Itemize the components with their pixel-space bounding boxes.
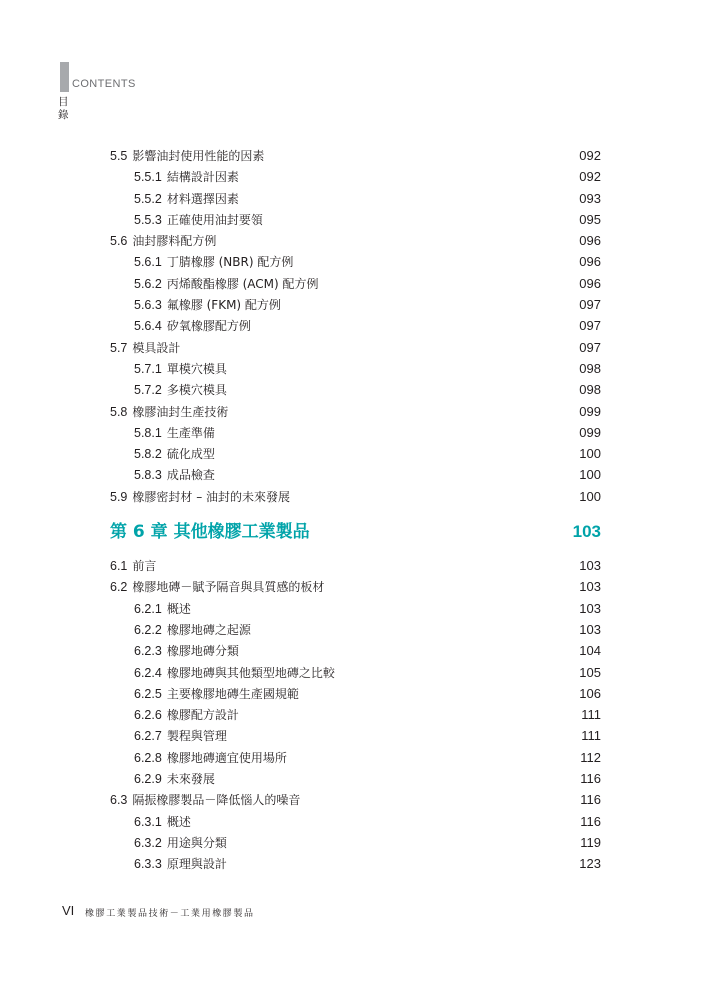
toc-entry-number: 6.2.2	[134, 622, 162, 637]
toc-entry-title: 橡膠油封生產技術	[132, 404, 229, 419]
toc-entry-number: 6.2.9	[134, 772, 162, 787]
toc-entry-title: 結構設計因素	[166, 170, 239, 185]
toc-entry-title: 橡膠地磚之起源	[166, 622, 251, 637]
toc-entry-title: 成品檢查	[166, 468, 215, 483]
toc-entry-page-number: 096	[579, 233, 601, 249]
toc-entry[interactable]	[110, 337, 601, 358]
toc-entry-title: 隔振橡膠製品－降低惱人的噪音	[132, 793, 301, 808]
toc-entry[interactable]	[110, 166, 601, 187]
toc-entry[interactable]	[110, 294, 601, 315]
toc-entry-title: 原理與設計	[166, 857, 227, 872]
toc-entry-title: 多模穴模具	[166, 383, 227, 398]
toc-entry-page-number: 111	[581, 728, 601, 744]
toc-entry[interactable]	[110, 315, 601, 336]
toc-entry[interactable]	[110, 811, 601, 832]
toc-entry-number: 5.6.4	[134, 319, 162, 334]
toc-entry-title: 概述	[166, 601, 191, 616]
toc-entry[interactable]	[110, 768, 601, 789]
toc-entry[interactable]	[110, 747, 601, 768]
toc-entry-number: 5.7	[110, 340, 128, 355]
toc-entry-title: 橡膠密封材 – 油封的未來發展	[132, 489, 291, 504]
toc-entry-title: 橡膠地磚－賦予隔音與具質感的板材	[132, 580, 325, 595]
toc-entry[interactable]	[110, 251, 601, 272]
toc-entry[interactable]	[110, 832, 601, 853]
toc-entry[interactable]	[110, 401, 601, 422]
toc-entry[interactable]	[110, 443, 601, 464]
toc-entry-number: 6.2	[110, 580, 128, 595]
toc-entry-number: 5.7.2	[134, 383, 162, 398]
toc-entry-number: 5.5.1	[134, 170, 162, 185]
toc-entry-page-number: 116	[580, 792, 601, 808]
toc-entry[interactable]	[110, 230, 601, 251]
toc-entry[interactable]	[110, 145, 601, 166]
toc-entry-number: 5.8.1	[134, 425, 162, 440]
toc-entry-page-number: 106	[579, 685, 601, 701]
toc-entry-title: 矽氧橡膠配方例	[166, 319, 251, 334]
toc-entry-title: 橡膠地磚分類	[166, 644, 239, 659]
toc-entry[interactable]	[110, 486, 601, 507]
header-vertical-label	[58, 96, 70, 122]
toc-entry-number: 5.8.2	[134, 447, 162, 462]
toc-entry-title: 橡膠地磚與其他類型地磚之比較	[166, 665, 335, 680]
toc-entry-page-number: 097	[579, 339, 601, 355]
toc-entry-number: 5.5.3	[134, 212, 162, 227]
toc-entry[interactable]	[110, 662, 601, 683]
toc-entry-number: 5.6.1	[134, 255, 162, 270]
toc-entry-page-number: 093	[579, 190, 601, 206]
toc-entry-title: 橡膠配方設計	[166, 708, 239, 723]
toc-entry-page-number: 092	[579, 169, 601, 185]
toc-entry-page-number: 105	[579, 664, 601, 680]
toc-entry[interactable]	[110, 619, 601, 640]
toc-entry-page-number: 116	[580, 771, 601, 787]
toc-entry-number: 5.9	[110, 489, 128, 504]
toc-entry-title: 用途與分類	[166, 835, 227, 850]
toc-entry-page-number: 097	[579, 297, 601, 313]
toc-entry[interactable]	[110, 853, 601, 874]
chapter-page-number: 103	[572, 522, 601, 542]
toc-entry-number: 5.6.3	[134, 298, 162, 313]
toc-entry-page-number: 104	[579, 643, 601, 659]
toc-entry[interactable]	[110, 640, 601, 661]
toc-section-chapter-5	[110, 145, 601, 507]
toc-entry-page-number: 092	[579, 148, 601, 163]
toc-entry[interactable]	[110, 422, 601, 443]
toc-entry-title: 製程與管理	[166, 729, 227, 744]
toc-entry[interactable]	[110, 188, 601, 209]
toc-section-chapter-6	[110, 555, 601, 874]
toc-entry-page-number: 095	[579, 211, 601, 227]
toc-entry[interactable]	[110, 683, 601, 704]
toc-entry[interactable]	[110, 598, 601, 619]
toc-entry-page-number: 099	[579, 424, 601, 440]
toc-entry-page-number: 100	[579, 488, 601, 504]
toc-entry-number: 5.6	[110, 234, 128, 249]
toc-entry-title: 影響油封使用性能的因素	[132, 149, 265, 163]
toc-entry[interactable]	[110, 704, 601, 725]
toc-entry-number: 6.2.6	[134, 708, 162, 723]
toc-entry-number: 6.3.3	[134, 857, 162, 872]
toc-entry-page-number: 116	[580, 813, 601, 829]
running-footer-title: 橡膠工業製品技術－工業用橡膠製品	[85, 909, 255, 919]
toc-entry-number: 5.8	[110, 404, 128, 419]
toc-entry-number: 6.3.1	[134, 814, 162, 829]
toc-entry-page-number: 103	[579, 621, 601, 637]
toc-entry-number: 6.1	[110, 559, 128, 574]
toc-entry-title: 前言	[132, 559, 157, 574]
toc-entry-page-number: 123	[579, 856, 601, 872]
toc-entry-page-number: 098	[579, 382, 601, 398]
toc-entry[interactable]	[110, 576, 601, 597]
toc-entry[interactable]	[110, 379, 601, 400]
toc-entry-title: 單模穴模具	[166, 361, 227, 376]
toc-entry-number: 6.2.3	[134, 644, 162, 659]
toc-entry-number: 5.5	[110, 149, 128, 163]
toc-entry-page-number: 099	[579, 403, 601, 419]
header-title: CONTENTS	[72, 78, 136, 90]
toc-entry-title: 生產準備	[166, 425, 215, 440]
toc-entry-page-number: 096	[579, 254, 601, 270]
toc-entry-page-number: 112	[580, 749, 601, 765]
toc-entry-title: 丁腈橡膠 (NBR) 配方例	[166, 255, 294, 270]
toc-entry[interactable]	[110, 358, 601, 379]
toc-entry-number: 6.3	[110, 793, 128, 808]
toc-entry-page-number: 103	[579, 558, 601, 574]
header-vertical-char: 錄	[58, 109, 69, 121]
toc-entry-page-number: 096	[579, 275, 601, 291]
header-accent-bar	[60, 62, 69, 92]
page-folio: VI	[62, 903, 75, 918]
toc-entry-title: 油封膠料配方例	[132, 234, 217, 249]
toc-entry-page-number: 103	[579, 579, 601, 595]
header-vertical-char: 目	[58, 96, 69, 108]
chapter-heading[interactable]	[110, 515, 601, 549]
toc-entry-number: 6.2.4	[134, 665, 162, 680]
toc-entry-page-number: 098	[579, 360, 601, 376]
toc-entry-page-number: 119	[580, 834, 601, 850]
toc-entry-number: 6.2.1	[134, 601, 162, 616]
toc-entry-number: 6.2.5	[134, 686, 162, 701]
toc-entry-title: 未來發展	[166, 772, 215, 787]
toc-entry[interactable]	[110, 209, 601, 230]
toc-entry[interactable]	[110, 789, 601, 810]
toc-entry[interactable]	[110, 464, 601, 485]
toc-entry[interactable]	[110, 555, 601, 576]
toc-entry-page-number: 100	[579, 467, 601, 483]
toc-entry-number: 5.7.1	[134, 361, 162, 376]
toc-entry-title: 正確使用油封要領	[166, 212, 263, 227]
toc-entry-page-number: 097	[579, 318, 601, 334]
toc-entry-title: 材料選擇因素	[166, 191, 239, 206]
toc-entry-title: 主要橡膠地磚生產國規範	[166, 686, 299, 701]
toc-entry-title: 橡膠地磚適宜使用場所	[166, 750, 287, 765]
toc-entry[interactable]	[110, 725, 601, 746]
toc-entry-page-number: 111	[581, 707, 601, 723]
toc-entry-title: 氟橡膠 (FKM) 配方例	[166, 298, 281, 313]
table-of-contents	[110, 145, 601, 875]
toc-entry-title: 丙烯酸酯橡膠 (ACM) 配方例	[166, 276, 319, 291]
toc-entry-title: 硫化成型	[166, 447, 215, 462]
toc-entry[interactable]	[110, 273, 601, 294]
toc-entry-page-number: 100	[579, 446, 601, 462]
toc-entry-number: 6.2.8	[134, 750, 162, 765]
chapter-title: 第 6 章 其他橡膠工業製品	[110, 522, 310, 543]
toc-entry-number: 5.8.3	[134, 468, 162, 483]
toc-entry-page-number: 103	[579, 600, 601, 616]
toc-entry-number: 5.5.2	[134, 191, 162, 206]
toc-entry-title: 概述	[166, 814, 191, 829]
toc-entry-number: 5.6.2	[134, 276, 162, 291]
toc-entry-number: 6.3.2	[134, 835, 162, 850]
toc-entry-title: 模具設計	[132, 340, 181, 355]
toc-entry-number: 6.2.7	[134, 729, 162, 744]
